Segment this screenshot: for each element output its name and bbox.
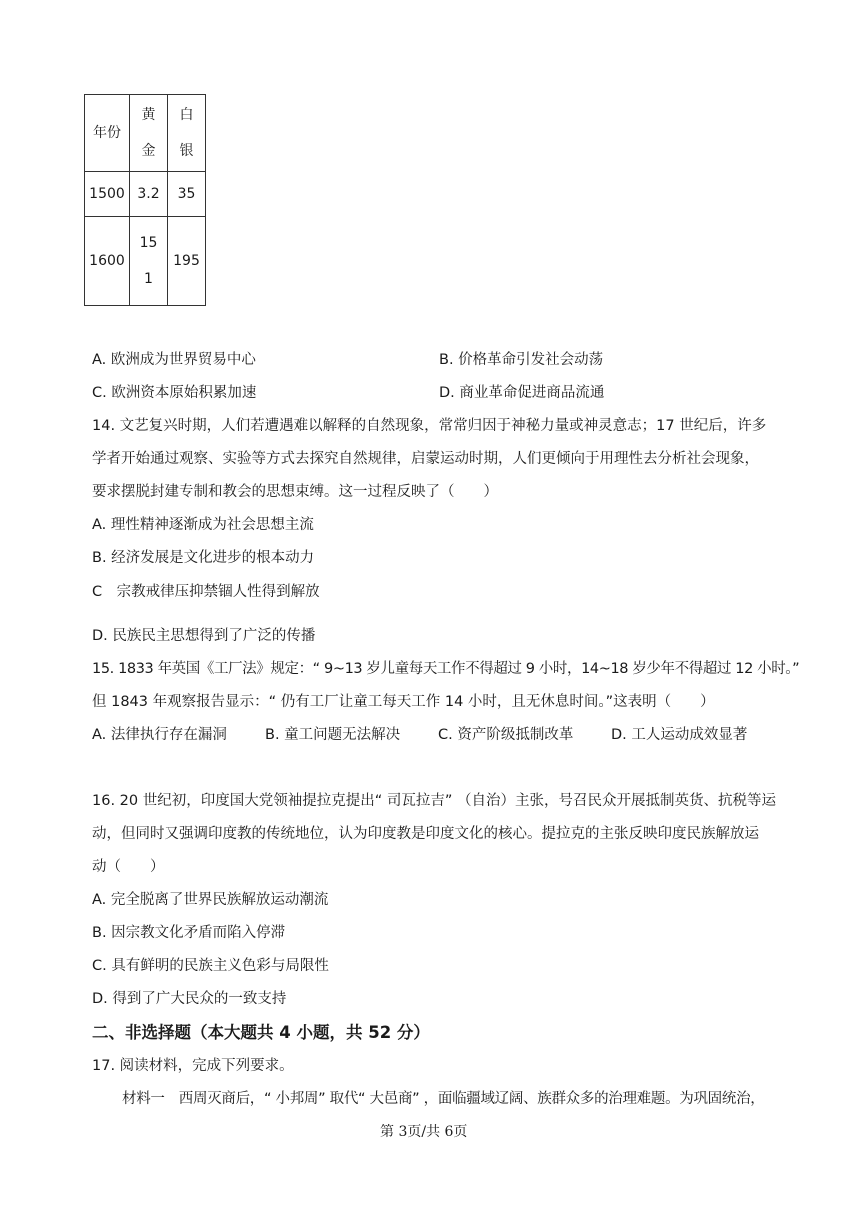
q14-option-b: B. 经济发展是文化进步的根本动力 bbox=[92, 550, 315, 566]
q13-option-d: D. 商业革命促进商品流通 bbox=[439, 385, 605, 401]
q14-option-d: D. 民族民主思想得到了广泛的传播 bbox=[92, 628, 316, 644]
q16-option-a: A. 完全脱离了世界民族解放运动潮流 bbox=[92, 892, 329, 908]
q15-option-a: A. 法律执行存在漏洞 bbox=[92, 727, 227, 743]
page-number: 第 3页/共 6页 bbox=[380, 1124, 468, 1140]
q13-option-c: C. 欧洲资本原始积累加速 bbox=[92, 385, 257, 401]
table-header-text: 银 bbox=[179, 142, 194, 159]
q17-stem-line: 17. 阅读材料，完成下列要求。 bbox=[92, 1058, 294, 1074]
q14-stem-line: 学者开始通过观察、实验等方式去探究自然规律，启蒙运动时期，人们更倾向于用理性去分析社会现象， bbox=[92, 451, 759, 467]
table-row bbox=[85, 217, 206, 306]
gold-silver-table bbox=[84, 94, 206, 306]
table-cell bbox=[85, 217, 130, 306]
q15-option-b: B. 童工问题无法解决 bbox=[265, 727, 401, 743]
table-cell-text: 3.2 bbox=[137, 186, 160, 202]
table-cell-text: 1 bbox=[144, 270, 153, 287]
table-header-cell bbox=[130, 95, 168, 172]
q15-option-c: C. 资产阶级抵制改革 bbox=[438, 727, 574, 743]
table-cell-text: 15 bbox=[139, 234, 158, 251]
q17-material-1: 材料一 西周灭商后，“ 小邦周” 取代“ 大邑商” ，面临疆域辽阔、族群众多的治理难题。为巩固统治， bbox=[122, 1091, 765, 1107]
q16-option-d: D. 得到了广大民众的一致支持 bbox=[92, 991, 287, 1007]
table-cell bbox=[168, 172, 206, 217]
table-header-cell bbox=[168, 95, 206, 172]
table-cell-text: 1600 bbox=[89, 253, 125, 269]
table-cell bbox=[168, 217, 206, 306]
table-row bbox=[85, 172, 206, 217]
q14-option-c: C 宗教戒律压抑禁锢人性得到解放 bbox=[92, 584, 320, 600]
table-header-cell bbox=[85, 95, 130, 172]
q15-stem-line: 但 1843 年观察报告显示：“ 仍有工厂让童工每天工作 14 小时，且无休息时间。”这表明（ ） bbox=[92, 694, 715, 710]
table-header-text: 金 bbox=[141, 142, 156, 159]
table-cell-text: 195 bbox=[173, 253, 200, 269]
q13-option-a: A. 欧洲成为世界贸易中心 bbox=[92, 352, 256, 368]
q16-option-b: B. 因宗教文化矛盾而陷入停滞 bbox=[92, 925, 286, 941]
q16-stem-line: 16. 20 世纪初，印度国大党领袖提拉克提出“ 司瓦拉吉” （自治）主张，号召民众开展抵制英货、抗税等运 bbox=[92, 793, 776, 809]
q16-option-c: C. 具有鲜明的民族主义色彩与局限性 bbox=[92, 958, 329, 974]
table-header-text: 黄 bbox=[141, 106, 156, 123]
q14-stem-line: 要求摆脱封建专制和教会的思想束缚。这一过程反映了（ ） bbox=[92, 484, 498, 500]
table-cell-text: 35 bbox=[177, 186, 196, 202]
table-cell bbox=[130, 172, 168, 217]
table-header-text: 白 bbox=[179, 106, 194, 123]
section-heading: 二、非选择题（本大题共 4 小题，共 52 分） bbox=[92, 1023, 430, 1042]
table-header-row bbox=[85, 95, 206, 172]
q16-stem-line: 动（ ） bbox=[92, 859, 165, 875]
table-cell bbox=[130, 217, 168, 306]
table-cell bbox=[85, 172, 130, 217]
q15-option-d: D. 工人运动成效显著 bbox=[611, 727, 748, 743]
q16-stem-line: 动，但同时又强调印度教的传统地位，认为印度教是印度文化的核心。提拉克的主张反映印度民族解放运 bbox=[92, 826, 759, 842]
table-header-text: 年份 bbox=[93, 125, 121, 141]
q15-stem-line: 15. 1833 年英国《工厂法》规定：“ 9~13 岁儿童每天工作不得超过 9 小时，14~18 岁少年不得超过 12 小时。” bbox=[92, 661, 800, 677]
q14-stem-line: 14. 文艺复兴时期，人们若遭遇难以解释的自然现象，常常归因于神秘力量或神灵意志；17 世纪后，许多 bbox=[92, 418, 767, 434]
q13-option-b: B. 价格革命引发社会动荡 bbox=[439, 352, 604, 368]
table-cell-text: 1500 bbox=[89, 186, 125, 202]
q14-option-a: A. 理性精神逐渐成为社会思想主流 bbox=[92, 517, 314, 533]
